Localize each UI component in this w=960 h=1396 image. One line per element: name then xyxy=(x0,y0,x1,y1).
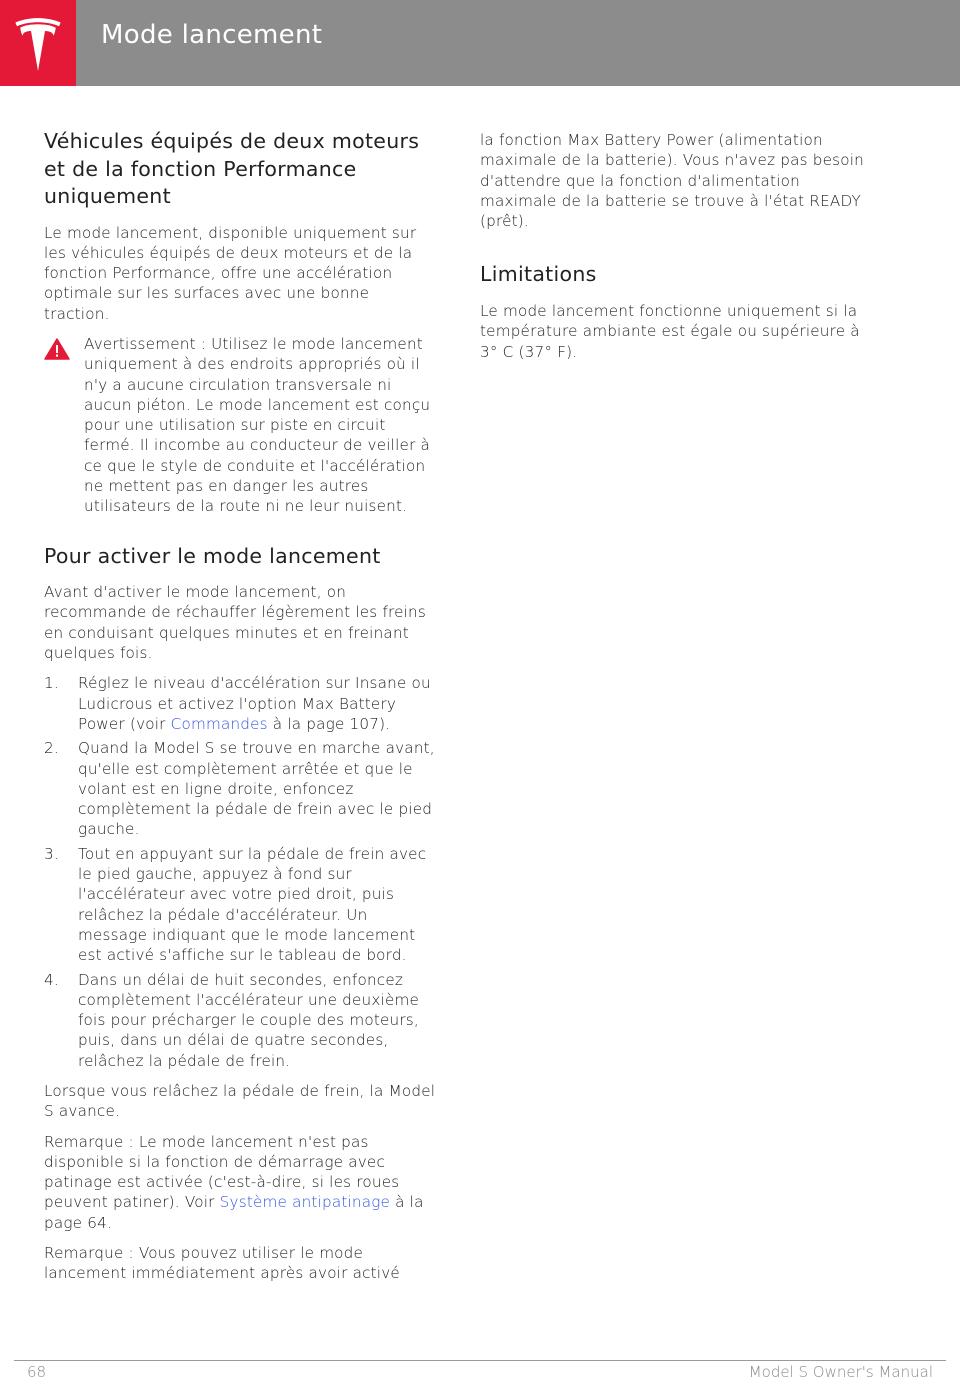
intro-paragraph: Le mode lancement, disponible uniquement sur les véhicules équipés de deux moteurs et de la fonction Performance, offre une accélération optimale sur les surfaces avec une bonne traction. xyxy=(44,223,417,323)
left-column xyxy=(44,128,436,1294)
heading-dual-motor: Véhicules équipés de deux moteurs et de la fonction Performance uniquement xyxy=(44,129,420,208)
activate-intro: Avant d'activer le mode lancement, on recommande de réchauffer légèrement les freins en conduisant quelques minutes et en freinant quelques fois. xyxy=(44,583,426,663)
step-text-after: à la page 107). xyxy=(267,714,391,733)
step-number: 1. xyxy=(44,674,59,693)
steps-list xyxy=(44,673,436,1071)
link-systeme-antipatinage[interactable]: Système antipatinage xyxy=(219,1193,391,1212)
warning-triangle-icon xyxy=(44,338,70,360)
header-bar xyxy=(0,0,960,86)
manual-title: Model S Owner's Manual xyxy=(748,1363,933,1381)
step-number: 3. xyxy=(44,844,59,863)
note-traction xyxy=(44,1132,436,1233)
step-text: Tout en appuyant sur la pédale de frein avec le pied gauche, appuyez à fond sur l'accélérateur avec votre pied droit, puis relâchez la pédale d'accélérateur. Un message indiquant que le mode lancement est activé s'affiche sur le tableau de bord. xyxy=(78,844,427,965)
heading-limitations: Limitations xyxy=(480,262,597,287)
release-paragraph: Lorsque vous relâchez la pédale de frein, la Model S avance. xyxy=(44,1081,436,1121)
step-text: Réglez le niveau d'accélération sur Insane ou Ludicrous et activez l'option Max Battery Power (voir xyxy=(78,674,431,733)
step-3 xyxy=(44,844,436,966)
right-column xyxy=(480,130,872,372)
tesla-logo-icon xyxy=(12,14,64,72)
heading-activate: Pour activer le mode lancement xyxy=(44,543,381,568)
step-2 xyxy=(44,738,436,839)
warning-text: Avertissement : Utilisez le mode lancement uniquement à des endroits appropriés où il n'y a aucune circulation transversale ni aucun piéton. Le mode lancement est conçu pour une utilisation sur piste en circuit fermé. Il incombe au conducteur de veiller à ce que le style de conduite et l'accélération ne mettent pas en danger les autres utilisateurs de la route ni ne leur nuisent. xyxy=(84,334,431,516)
step-4 xyxy=(44,970,436,1071)
note-max-battery: Remarque : Vous pouvez utiliser le mode lancement immédiatement après avoir activé xyxy=(44,1244,400,1283)
step-number: 4. xyxy=(44,970,59,989)
page-title: Mode lancement xyxy=(101,20,323,50)
link-commandes[interactable]: Commandes xyxy=(170,714,268,733)
logo-box xyxy=(0,0,76,86)
note-traction-text: Remarque : Le mode lancement n'est pas disponible si la fonction de démarrage avec patinage est activée (c'est-à-dire, si les roues peuvent patiner). Voir xyxy=(44,1132,400,1212)
step-text: Quand la Model S se trouve en marche avant, qu'elle est complètement arrêtée et que le volant est en ligne droite, enfoncez complètement la pédale de frein avec le pied gauche. xyxy=(78,739,435,839)
step-number: 2. xyxy=(44,739,59,758)
warning-block xyxy=(44,334,436,517)
step-text: Dans un délai de huit secondes, enfoncez complètement l'accélérateur une deuxième fois pour précharger le couple des moteurs, puis, dans un délai de quatre secondes, relâchez la pédale de frein. xyxy=(78,970,420,1070)
footer-divider xyxy=(14,1360,946,1361)
limitations-paragraph: Le mode lancement fonctionne uniquement si la température ambiante est égale ou supérieure à 3° C (37° F). xyxy=(480,301,860,361)
page-number: 68 xyxy=(27,1363,47,1381)
note-traction-after: à la page 64. xyxy=(44,1193,424,1232)
step-1 xyxy=(44,673,436,734)
continuation-paragraph: la fonction Max Battery Power (alimentation maximale de la batterie). Vous n'avez pas besoin d'attendre que la fonction d'alimentation maximale de la batterie se trouve à l'état READY (prêt). xyxy=(480,131,864,231)
